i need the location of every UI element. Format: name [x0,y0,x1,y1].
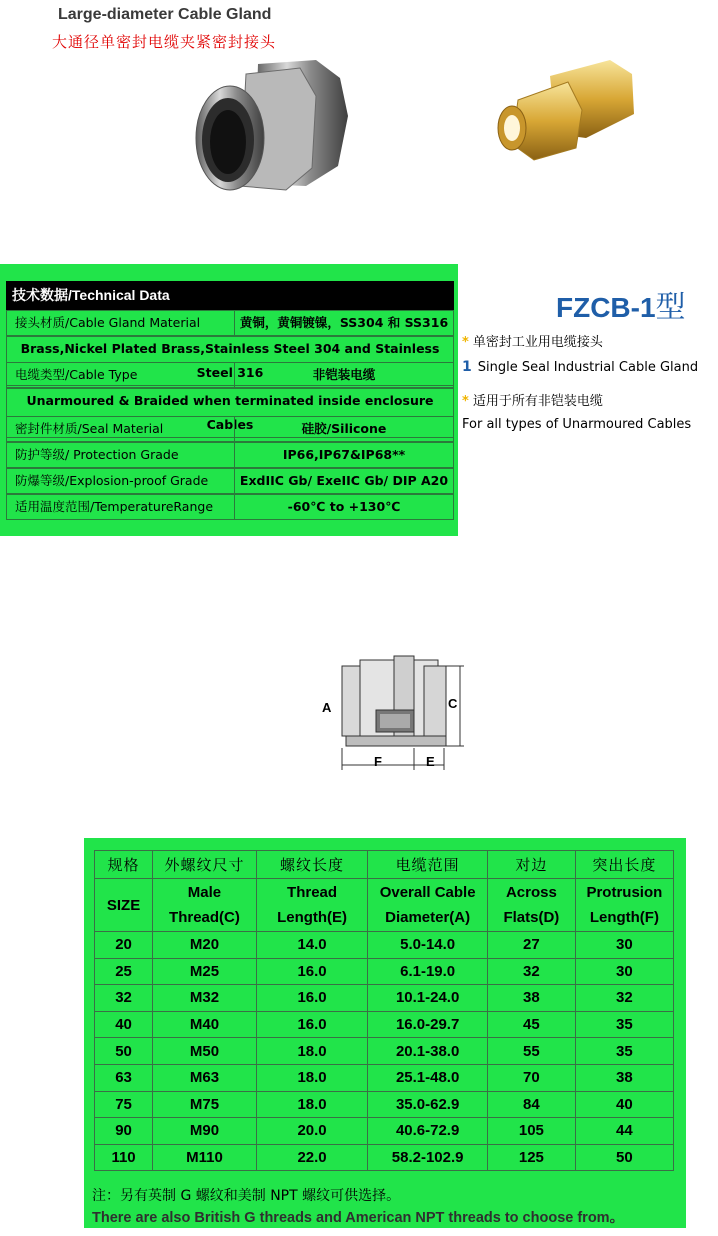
header-row-en [95,879,674,932]
star-bullet-icon: * [462,394,469,409]
table-cell: 40 [575,1091,673,1118]
dimension-label-e: E [426,754,435,769]
table-cell: 35 [575,1011,673,1038]
table-cell: 38 [487,985,575,1012]
feature-1-cn-text: 单密封工业用电缆接头 [472,335,603,350]
table-cell: 20.1-38.0 [368,1038,488,1065]
seal-label: 密封件材质/Seal Material [7,417,235,441]
header-en-cell [487,879,575,932]
table-cell: M50 [153,1038,257,1065]
table-row [95,1011,674,1038]
table-cell: 75 [95,1091,153,1118]
table-row [95,985,674,1012]
table-cell: 84 [487,1091,575,1118]
table-cell: 6.1-19.0 [368,958,488,985]
table-cell: 18.0 [256,1091,367,1118]
table-row [95,932,674,959]
table-cell: 38 [575,1064,673,1091]
table-row [95,1118,674,1145]
table-cell: 110 [95,1144,153,1171]
header-en-cell [95,879,153,932]
brass-gland-photo [490,56,640,166]
table-cell: 30 [575,932,673,959]
header-en-line: SIZE [106,896,141,914]
header-cn-cell: 规格 [95,851,153,879]
protection-value: IP66,IP67&IP68** [282,447,406,462]
header-en-line: Thread [287,884,338,901]
header-en-line: Diameter(A) [385,909,471,926]
table-cell: M75 [153,1091,257,1118]
table-cell: M25 [153,958,257,985]
temperature-value: -60℃ to +130℃ [287,499,401,514]
table-cell: 20.0 [256,1118,367,1145]
material-value: 黄铜，黄铜镀镍，SS304 和 SS316 [239,315,449,330]
table-row [95,1091,674,1118]
header-en-cell [575,879,673,932]
feature-2-en: For all types of Unarmoured Cables [462,417,692,432]
header-en-line: Length(F) [589,909,659,926]
table-cell: 20 [95,932,153,959]
table-cell: 90 [95,1118,153,1145]
model-suffix: 型 [655,290,686,325]
feature-1-cn [462,331,603,350]
material-full-value: Brass,Nickel Plated Brass,Stainless Steel 304 and Stainless Steel 316 [20,341,440,380]
table-cell: M20 [153,932,257,959]
table-cell: 18.0 [256,1064,367,1091]
cable-type-label: 电缆类型/Cable Type [7,363,235,387]
temperature-label: 适用温度范围/TemperatureRange [7,495,235,519]
table-cell: 10.1-24.0 [368,985,488,1012]
table-row [95,1064,674,1091]
seal-row [6,416,454,442]
explosion-label: 防爆等级/Explosion-proof Grade [7,469,235,493]
table-cell: 63 [95,1064,153,1091]
table-cell: 70 [487,1064,575,1091]
table-cell: 16.0 [256,1011,367,1038]
feature-1-en [462,359,698,375]
note-cn: 注：另有英制 G 螺纹和美制 NPT 螺纹可供选择。 [92,1188,401,1204]
protection-label: 防护等级/ Protection Grade [7,443,235,467]
table-cell: 27 [487,932,575,959]
size-table [94,850,674,1171]
feature-number: 1 [462,359,472,375]
table-cell: M110 [153,1144,257,1171]
table-cell: 30 [575,958,673,985]
cable-type-value: 非铠装电缆 [312,367,376,382]
dimension-diagram [316,650,476,775]
steel-gland-photo [188,56,358,206]
table-cell: 50 [575,1144,673,1171]
table-row [95,1038,674,1065]
dimension-label-a: A [322,700,332,715]
header-en-line: Flats(D) [503,909,560,926]
feature-2-cn-text: 适用于所有非铠装电缆 [472,394,603,409]
feature-2-cn [462,390,603,409]
model-code [556,282,686,326]
table-cell: 40.6-72.9 [368,1118,488,1145]
table-cell: 32 [487,958,575,985]
table-cell: M32 [153,985,257,1012]
explosion-row [6,468,454,494]
technical-data-panel [0,264,458,536]
seal-value: 硅胶/Silicone [301,421,387,436]
size-table-panel [84,838,686,1228]
table-cell: 14.0 [256,932,367,959]
gland-drawing [316,650,476,775]
header-en-line: Across [505,884,557,901]
header-cn-cell: 突出长度 [575,851,673,879]
dimension-label-f: F [374,754,382,769]
header-en-line: Male [187,884,222,901]
page-subtitle-cn: 大通径单密封电缆夹紧密封接头 [52,33,277,51]
feature-1-en-text: Single Seal Industrial Cable Gland [477,360,699,375]
header-cn-cell: 螺纹长度 [256,851,367,879]
table-cell: 45 [487,1011,575,1038]
table-cell: 22.0 [256,1144,367,1171]
table-cell: 25 [95,958,153,985]
table-cell: 16.0 [256,985,367,1012]
table-cell: 32 [95,985,153,1012]
table-cell: 18.0 [256,1038,367,1065]
explosion-value: ExdIIC Gb/ ExeIIC Gb/ DIP A20 [239,473,449,488]
header-row-cn [95,851,674,879]
header-cn-cell: 外螺纹尺寸 [153,851,257,879]
table-cell: 50 [95,1038,153,1065]
header-cn-cell: 电缆范围 [368,851,488,879]
header-cn-cell: 对边 [487,851,575,879]
material-label: 接头材质/Cable Gland Material [7,311,235,335]
table-cell: 16.0 [256,958,367,985]
table-cell: 35 [575,1038,673,1065]
table-cell: 16.0-29.7 [368,1011,488,1038]
table-cell: 55 [487,1038,575,1065]
table-cell: 125 [487,1144,575,1171]
cable-type-row [6,362,454,388]
header-en-cell [368,879,488,932]
table-cell: M63 [153,1064,257,1091]
protection-row [6,442,454,468]
technical-data-heading: 技术数据/Technical Data [6,281,454,310]
table-cell: 35.0-62.9 [368,1091,488,1118]
material-row [6,310,454,336]
table-cell: M40 [153,1011,257,1038]
table-row [95,958,674,985]
header-en-line: Protrusion [586,884,663,901]
table-cell: 105 [487,1118,575,1145]
dimension-label-c: C [448,696,458,711]
table-row [95,1144,674,1171]
header-en-cell [256,879,367,932]
table-cell: M90 [153,1118,257,1145]
model-code-text: FZCB-1 [556,292,656,323]
star-bullet-icon: * [462,335,469,350]
table-cell: 40 [95,1011,153,1038]
table-cell: 32 [575,985,673,1012]
temperature-row [6,494,454,520]
page-title: Large-diameter Cable Gland [58,6,272,23]
table-cell: 58.2-102.9 [368,1144,488,1171]
header-en-line: Length(E) [277,909,348,926]
table-cell: 25.1-48.0 [368,1064,488,1091]
header-en-line: Overall Cable [379,884,476,901]
table-cell: 5.0-14.0 [368,932,488,959]
header-en-cell [153,879,257,932]
cable-type-full-value: Unarmoured & Braided when terminated inside enclosure Cables [26,393,434,432]
note-en: There are also British G threads and American NPT threads to choose from。 [92,1210,625,1226]
header-en-line: Thread(C) [169,909,240,926]
table-cell: 44 [575,1118,673,1145]
